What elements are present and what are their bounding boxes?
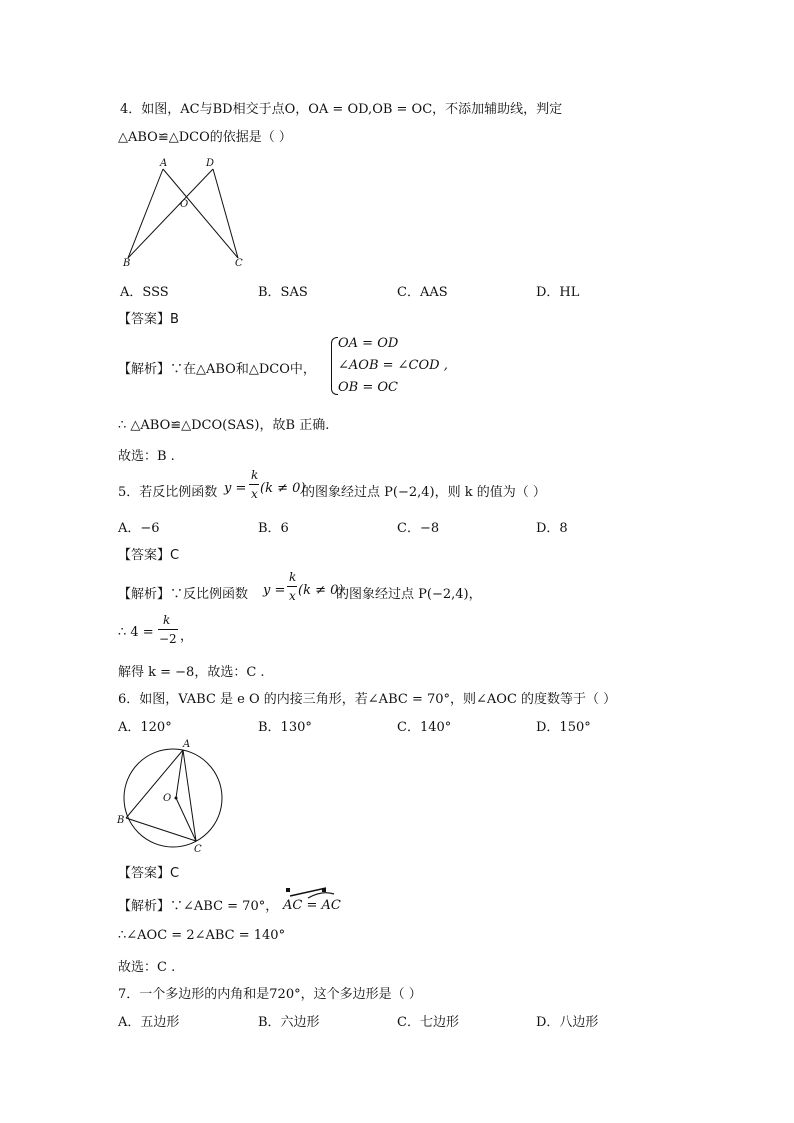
q5-analysis-suffix: 的图象经过点 P(−2,4)， bbox=[336, 587, 482, 602]
q4-option-a: A．SSS bbox=[120, 285, 169, 300]
label-D: D bbox=[206, 158, 215, 169]
q4-option-b: B．SAS bbox=[258, 285, 308, 300]
q4-figure bbox=[118, 155, 253, 270]
q5-analysis-frac-num: k bbox=[289, 570, 297, 584]
q4-choose: 故选：B . bbox=[118, 449, 175, 464]
label-A: A bbox=[160, 158, 168, 169]
q5-frac-bar bbox=[249, 484, 259, 485]
q6-option-d: D．150° bbox=[536, 720, 591, 735]
label-C: C bbox=[235, 258, 243, 269]
q5-stem-suffix: 的图象经过点 P(−2,4)，则 k 的值为（ ） bbox=[302, 485, 546, 500]
q5-analysis-frac-den: x bbox=[289, 589, 296, 603]
q6-choose: 故选：C . bbox=[118, 960, 176, 975]
circle-O bbox=[124, 749, 222, 847]
q6-stem: 6．如图，VABC 是 e O 的内接三角形，若∠ABC = 70°，则∠AOC 的度数等于（ ） bbox=[118, 692, 617, 707]
q5-analysis-cond: (k ≠ 0) bbox=[298, 583, 344, 598]
system-brace bbox=[331, 337, 338, 395]
q4-system-line3: OB = OC bbox=[338, 380, 398, 395]
q5-analysis-func-y: y = bbox=[263, 583, 286, 598]
segment-DC bbox=[213, 169, 238, 258]
q6-therefore: ∴∠AOC = 2∠ABC = 140° bbox=[118, 928, 286, 943]
q5-solve: 解得 k = −8，故选：C . bbox=[118, 665, 265, 680]
q6-analysis: 【解析】∵∠ABC = 70°， bbox=[118, 899, 279, 914]
q4-system-line2: ∠AOB = ∠COD , bbox=[338, 358, 448, 373]
q5-func-y: y = bbox=[224, 481, 247, 496]
label-O: O bbox=[180, 199, 189, 210]
q5-step-num: k bbox=[163, 613, 171, 627]
q5-cond: (k ≠ 0) bbox=[260, 481, 306, 496]
q5-option-d: D．8 bbox=[536, 521, 568, 536]
q6-figure bbox=[112, 737, 230, 855]
q5-step-tail: ， bbox=[180, 629, 194, 644]
center-point bbox=[175, 797, 178, 800]
label-B: B bbox=[123, 258, 131, 269]
q6-arc-text: AC = AC bbox=[283, 898, 341, 913]
q7-option-a: A．五边形 bbox=[118, 1015, 180, 1030]
segment-AB bbox=[126, 750, 183, 818]
q7-option-d: D．八边形 bbox=[536, 1015, 599, 1030]
q5-answer: 【答案】C bbox=[118, 548, 180, 563]
q4-stem-line1: 4．如图，AC与BD相交于点O，OA = OD,OB = OC，不添加辅助线，判定 bbox=[120, 102, 563, 117]
q5-step-den: −2 bbox=[159, 632, 177, 646]
q4-option-c: C．AAS bbox=[397, 285, 448, 300]
q5-analysis-frac-bar bbox=[287, 586, 297, 587]
q7-stem: 7．一个多边形的内角和是720°，这个多边形是（ ） bbox=[118, 987, 422, 1002]
q4-answer: 【答案】B bbox=[118, 312, 179, 327]
q4-analysis-prefix: 【解析】∵在△ABO和△DCO中， bbox=[118, 362, 316, 377]
q4-system-line1: OA = OD bbox=[338, 336, 399, 351]
q5-step-lhs: ∴ 4 = bbox=[118, 625, 154, 640]
label-B: B bbox=[117, 815, 125, 826]
q5-option-a: A．−6 bbox=[118, 521, 160, 536]
q7-option-b: B．六边形 bbox=[258, 1015, 320, 1030]
q5-frac-num: k bbox=[251, 468, 259, 482]
q5-stem-prefix: 5．若反比例函数 bbox=[118, 485, 218, 500]
q4-therefore: ∴ △ABO≌△DCO(SAS)，故B 正确. bbox=[118, 418, 330, 433]
q5-option-c: C．−8 bbox=[397, 521, 440, 536]
q6-answer: 【答案】C bbox=[118, 866, 180, 881]
q6-option-c: C．140° bbox=[397, 720, 452, 735]
q6-option-a: A．120° bbox=[118, 720, 172, 735]
q5-frac-den: x bbox=[251, 487, 258, 501]
segment-BC bbox=[126, 818, 196, 841]
label-O: O bbox=[163, 793, 172, 804]
label-A: A bbox=[183, 739, 191, 750]
label-C: C bbox=[194, 844, 202, 855]
q5-step-bar bbox=[158, 629, 178, 630]
q4-option-d: D．HL bbox=[536, 285, 580, 300]
q5-option-b: B．6 bbox=[258, 521, 289, 536]
q6-option-b: B．130° bbox=[258, 720, 312, 735]
q4-stem-line2: △ABO≌△DCO的依据是（ ） bbox=[118, 130, 292, 145]
q5-analysis-prefix: 【解析】∵反比例函数 bbox=[118, 587, 249, 602]
segment-AB bbox=[128, 169, 163, 258]
q7-option-c: C．七边形 bbox=[397, 1015, 459, 1030]
